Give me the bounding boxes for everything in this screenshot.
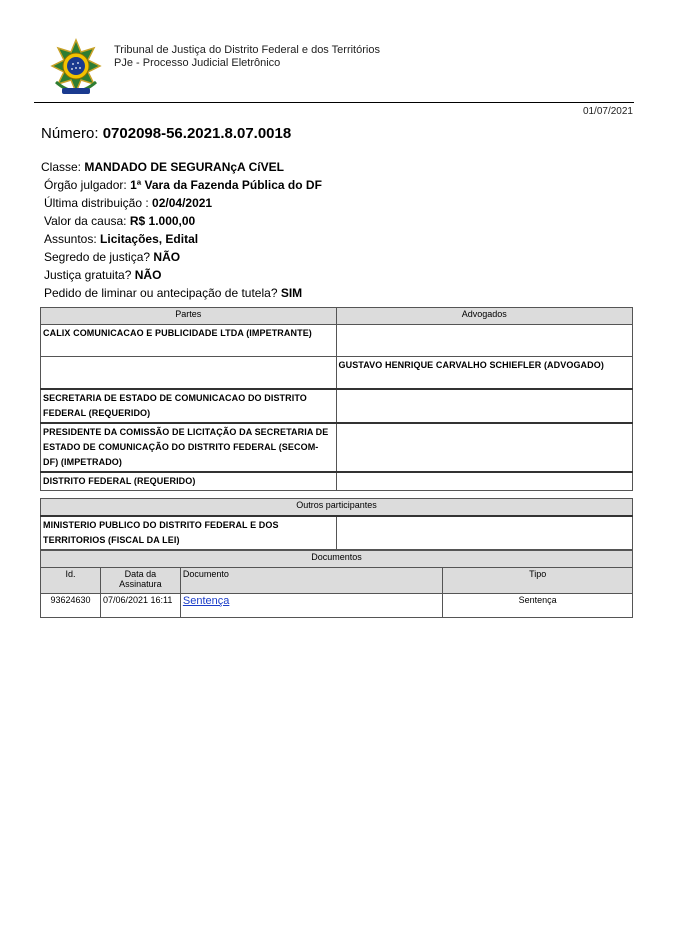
info-assuntos: Assuntos: Licitações, Edital [44, 232, 199, 246]
info-distribuicao: Última distribuição : 02/04/2021 [44, 196, 213, 210]
outros-participantes-table [40, 498, 633, 550]
process-number [41, 125, 291, 142]
table-row [41, 594, 633, 618]
advogado-cell [336, 325, 633, 357]
col-id: Id. [41, 568, 101, 594]
info-valor: Valor da causa: R$ 1.000,00 [44, 214, 196, 228]
advogado-cell [336, 423, 633, 472]
info-liminar: Pedido de liminar ou antecipação de tutela? SIM [44, 286, 303, 300]
documentos-title: Documentos [41, 551, 633, 568]
info-segredo: Segredo de justiça? NÃO [44, 250, 181, 264]
table-row [41, 325, 633, 357]
advogado-cell [336, 389, 633, 423]
table-row [41, 389, 633, 423]
parte-cell: CALIX COMUNICACAO E PUBLICIDADE LTDA (IMPETRANTE) [41, 325, 337, 357]
info-orgao: Órgão julgador: 1ª Vara da Fazenda Pública do DF [44, 178, 322, 192]
extra-cell [336, 516, 632, 550]
table-row [41, 516, 633, 550]
col-advogados: Advogados [336, 308, 633, 325]
col-tipo: Tipo [443, 568, 633, 594]
court-name [114, 44, 380, 70]
process-number-label: Número: [41, 125, 99, 142]
page-header [34, 34, 634, 103]
outros-title: Outros participantes [41, 499, 633, 517]
doc-id: 93624630 [41, 594, 101, 618]
doc-data: 07/06/2021 16:11 [100, 594, 180, 618]
court-line-2: PJe - Processo Judicial Eletrônico [114, 57, 281, 69]
parte-cell [41, 357, 337, 389]
documentos-table [40, 550, 633, 618]
document-date: 01/07/2021 [582, 106, 633, 117]
doc-cell [180, 594, 442, 618]
table-row [41, 423, 633, 472]
parte-cell: MINISTERIO PUBLICO DO DISTRITO FEDERAL E DOS TERRITORIOS (FISCAL DA LEI) [41, 516, 337, 550]
col-documento: Documento [180, 568, 442, 594]
col-data: Data da Assinatura [100, 568, 180, 594]
advogado-cell: GUSTAVO HENRIQUE CARVALHO SCHIEFLER (ADVOGADO) [336, 357, 633, 389]
parte-cell: SECRETARIA DE ESTADO DE COMUNICACAO DO DISTRITO FEDERAL (REQUERIDO) [41, 389, 337, 423]
brasil-coat-of-arms-icon [48, 38, 104, 98]
court-line-1: Tribunal de Justiça do Distrito Federal e dos Territórios [114, 44, 380, 56]
parte-cell: PRESIDENTE DA COMISSÃO DE LICITAÇÃO DA SECRETARIA DE ESTADO DE COMUNICAÇÃO DO DISTRITO FEDERAL (SECOM-DF) (IMPETRADO) [41, 423, 337, 472]
partes-table [40, 307, 633, 491]
process-number-value: 0702098-56.2021.8.07.0018 [102, 125, 292, 142]
sentenca-link[interactable]: Sentença [182, 595, 230, 607]
parte-cell: DISTRITO FEDERAL (REQUERIDO) [41, 472, 337, 491]
doc-tipo: Sentença [443, 594, 633, 618]
table-row [41, 472, 633, 491]
process-info [41, 158, 322, 302]
info-classe: Classe: MANDADO DE SEGURANçA CíVEL [41, 160, 284, 174]
advogado-cell [336, 472, 633, 491]
info-gratuita: Justiça gratuita? NÃO [44, 268, 162, 282]
col-partes: Partes [41, 308, 337, 325]
table-row [41, 357, 633, 389]
